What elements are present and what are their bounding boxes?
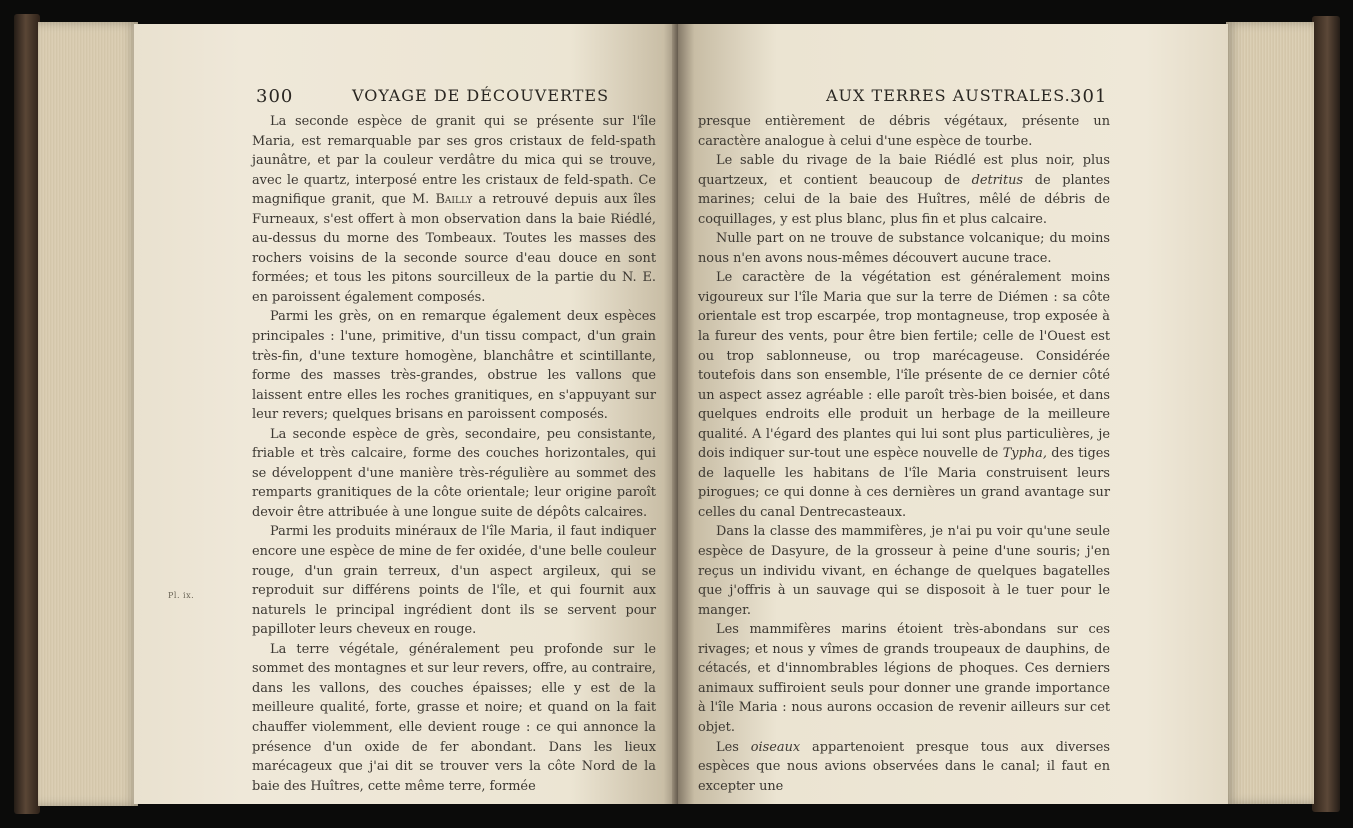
paragraph: Les mammifères marins étoient très-abondans sur ces rivages; et nous y vîmes de grands troupeaux de dauphins, de cétacés, et d'innombrables légions de phoques. Ces derniers animaux suffiroient seuls pour donner une grande importance à l'île Maria : nous aurons occasion de revenir ailleurs sur cet objet. xyxy=(698,622,1110,735)
left-running-head: VOYAGE DE DÉCOUVERTES xyxy=(352,86,610,105)
left-folio: 300 xyxy=(256,86,294,107)
right-body-text xyxy=(698,112,1110,796)
left-page xyxy=(134,24,680,804)
paragraph: presque entièrement de débris végétaux, présente un caractère analogue à celui d'une espèce de tourbe. xyxy=(698,114,1110,149)
paragraph: Le sable du rivage de la baie Riédlé est plus noir, plus quartzeux, et contient beaucoup de detritus de plantes marines; celui de la baie des Huîtres, mêlé de débris de coquillages, y est plus blanc, plus fin et plus calcaire. xyxy=(698,153,1110,227)
plate-reference: Pl. ix. xyxy=(168,591,195,600)
paragraph: Les oiseaux appartenoient presque tous aux diverses espèces que nous avions observées dans le canal; il faut en excepter une xyxy=(698,739,1110,794)
paragraph: La seconde espèce de grès, secondaire, peu consistante, friable et très calcaire, forme des couches horizontales, qui se développent d'une manière très-régulière au sommet des remparts granitiques de la côte orientale; leur origine paroît devoir être attribuée à une longue suite de dépôts calcaires. xyxy=(252,426,656,520)
right-folio: 301 xyxy=(1070,86,1108,107)
person-name: Bailly xyxy=(435,192,473,208)
paragraph: Dans la classe des mammifères, je n'ai pu voir qu'une seule espèce de Dasyure, de la grosseur à peine d'une souris; j'en reçus un individu vivant, en échange de quelques bagatelles que j'offris à un sauvage qui se disposoit à le tuer pour le manger. xyxy=(698,524,1110,618)
right-page-edges xyxy=(1226,22,1314,804)
paragraph: Le caractère de la végétation est généralement moins vigoureux sur l'île Maria que sur la terre de Diémen : sa côte orientale est trop escarpée, trop montagneuse, trop exposée à la fureur des vents, pour être bien fertile; celle de l'Ouest est ou trop sablonneuse, ou trop marécageuse. Considérée toutefois dans son ensemble, l'île présente de ce dernier côté un aspect assez agréable : elle paroît très-bien boisée, et dans quelques endroits elle produit un herbage de la meilleure qualité. A l'égard des plantes qui lui sont plus particulières, je dois indiquer sur-tout une espèce nouvelle de Typha, des tiges de laquelle les habitans de l'île Maria construisent leurs pirogues; ce qui donne à ces dernières un grand avantage sur celles du canal Dentrecasteaux. xyxy=(698,270,1110,520)
right-running-head: AUX TERRES AUSTRALES. xyxy=(826,86,1071,105)
paragraph: Parmi les produits minéraux de l'île Maria, il faut indiquer encore une espèce de mine de fer oxidée, d'une belle couleur rouge, d'un grain terreux, d'un aspect argileux, qui se reproduit sur différens points de l'île, et qui fournit aux naturels le principal ingrédient dont ils se servent pour papilloter leurs cheveux en rouge. xyxy=(252,524,656,638)
left-cover-edge xyxy=(14,14,40,814)
paragraph: Nulle part on ne trouve de substance volcanique; du moins nous n'en avons nous-mêmes découvert aucune trace. xyxy=(698,231,1110,266)
paragraph: La terre végétale, généralement peu profonde sur le sommet des montagnes et sur leur revers, offre, au contraire, dans les vallons, des couches épaisses; elle y est de la meilleure qualité, forte, grasse et noire; et quand on la fait chauffer violemment, elle devient rouge : ce qui annonce la présence d'un oxide de fer abondant. Dans les lieux marécageux que j'ai dit se trouver vers la côte Nord de la baie des Huîtres, cette même terre, formée xyxy=(252,641,656,794)
right-page xyxy=(678,24,1228,804)
left-page-edges xyxy=(38,22,138,806)
paragraph: Parmi les grès, on en remarque également deux espèces principales : l'une, primitive, d'un tissu compact, d'un grain très-fin, d'une texture homogène, blanchâtre et scintillante, forme des masses très-grandes, obstrue les vallons que laissent entre elles les roches granitiques, en s'appuyant sur leur revers; quelques brisans en paroissent composés. xyxy=(252,309,656,423)
right-cover-edge xyxy=(1312,16,1340,812)
left-body-text xyxy=(252,112,656,796)
paragraph: La seconde espèce de granit qui se présente sur l'île Maria, est remarquable par ses gros cristaux de feld-spath jaunâtre, et par la couleur verdâtre du mica qui se trouve, avec le quartz, interposé entre les cristaux de feld-spath. Ce magnifique granit, que M. Bailly a retrouvé depuis aux îles Furneaux, s'est offert à mon observation dans la baie Riédlé, au-dessus du morne des Tombeaux. Toutes les masses des rochers voisins de la seconde source d'eau douce en sont formées; et tous les pitons sourcilleux de la partie du N. E. en paroissent également composés. xyxy=(252,114,656,305)
